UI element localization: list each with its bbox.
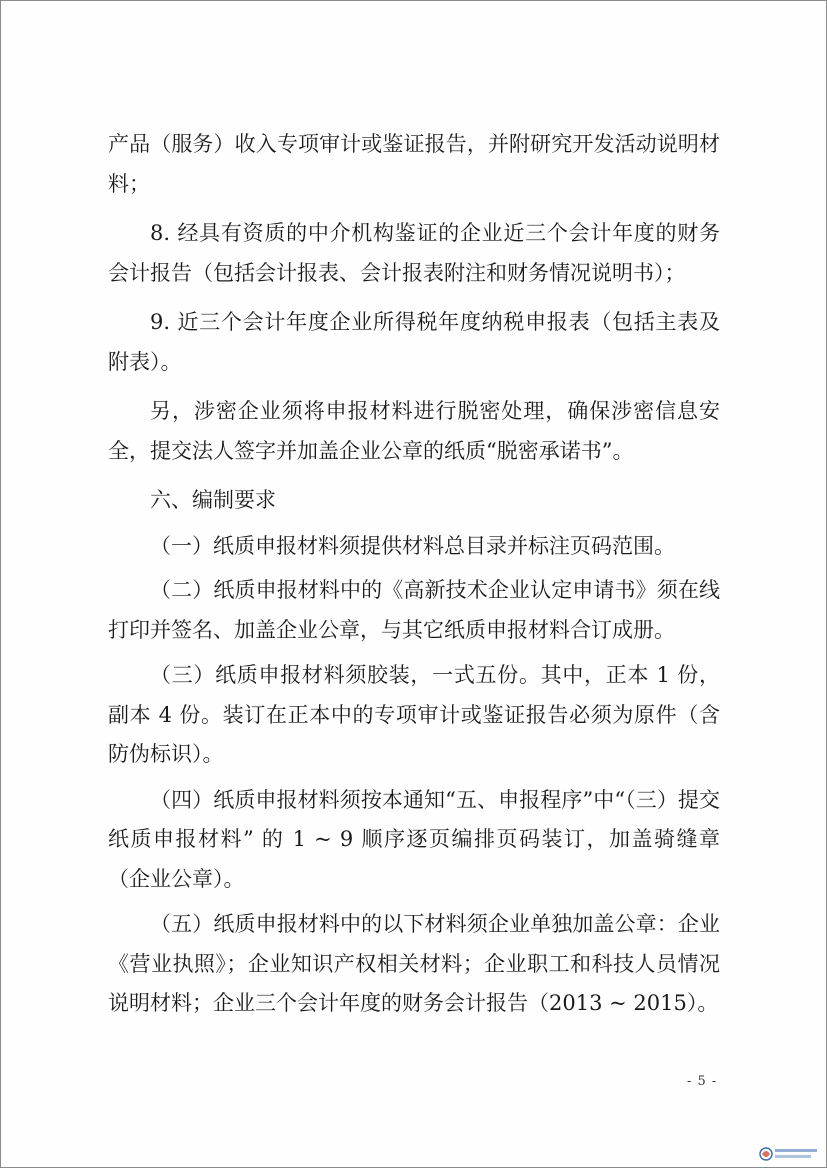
requirement-5: （五）纸质申报材料中的以下材料须企业单独加盖公章：企业《营业执照》；企业知识产权相关材料；企业职工和科技人员情况说明材料；企业三个会计年度的财务会计报告（2013 ~ 2015）。 bbox=[108, 912, 720, 1015]
requirement-4: （四）纸质申报材料须按本通知“五、申报程序”中“（三）提交纸质申报材料” 的 1 ~ 9 顺序逐页编排页码装订，加盖骑缝章（企业公章）。 bbox=[108, 787, 720, 891]
site-logo-icon bbox=[758, 1145, 820, 1163]
paragraph-product-income: 产品（服务）收入专项审计或鉴证报告，并附研究开发活动说明材料； bbox=[108, 132, 720, 196]
requirement-1: （一）纸质申报材料须提供材料总目录并标注页码范围。 bbox=[150, 533, 675, 558]
paragraph-declassified: 另，涉密企业须将申报材料进行脱密处理，确保涉密信息安全，提交法人签字并加盖企业公章的纸质“脱密承诺书”。 bbox=[108, 399, 720, 463]
requirement-2: （二）纸质申报材料中的《高新技术企业认定申请书》须在线打印并签名、加盖企业公章，与其它纸质申报材料合订成册。 bbox=[108, 578, 720, 642]
document-body bbox=[108, 125, 720, 1024]
paragraph-item-8: 8. 经具有资质的中介机构鉴证的企业近三个会计年度的财务会计报告（包括会计报表、会计报表附注和财务情况说明书）； bbox=[108, 221, 720, 285]
page-number: - 5 - bbox=[687, 1074, 718, 1089]
paragraph-item-9: 9. 近三个会计年度企业所得税年度纳税申报表（包括主表及附表）。 bbox=[108, 310, 720, 374]
requirement-3: （三）纸质申报材料须胶装，一式五份。其中，正本 1 份，副本 4 份。装订在正本中的专项审计或鉴证报告必须为原件（含防伪标识）。 bbox=[108, 663, 720, 766]
section-heading-6: 六、编制要求 bbox=[150, 488, 276, 512]
